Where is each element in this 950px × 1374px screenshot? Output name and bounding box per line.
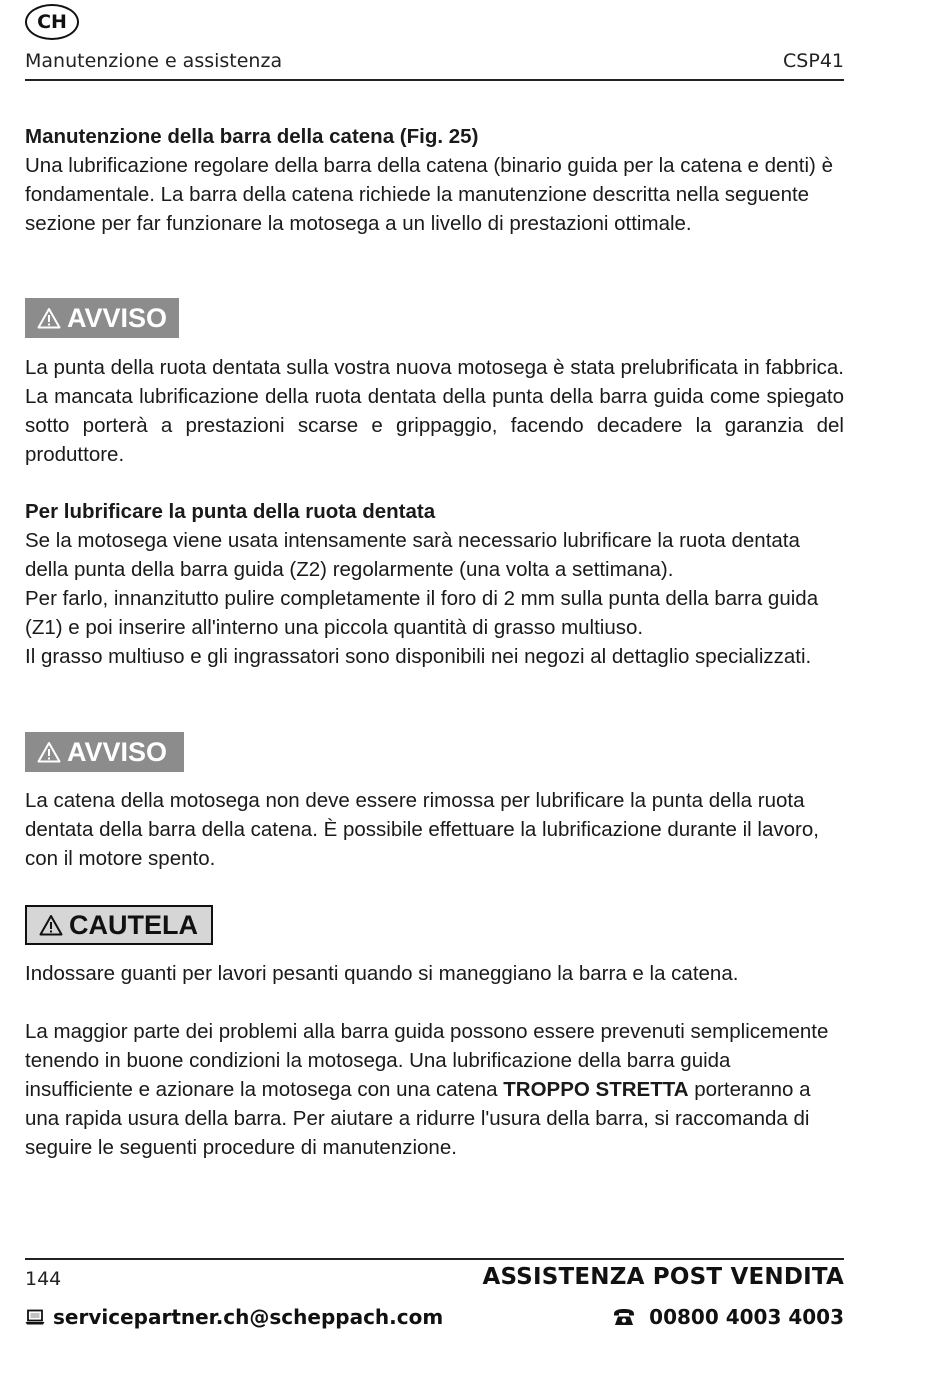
footer-email [25, 1305, 443, 1329]
service-title: ASSISTENZA POST VENDITA [482, 1264, 844, 1290]
closing-emphasis: TROPPO STRETTA [503, 1078, 689, 1101]
warning-triangle-icon [39, 914, 63, 936]
notice-avviso-2-text [25, 786, 844, 873]
notice-label: AVVISO [67, 302, 168, 333]
laptop-icon [25, 1309, 45, 1325]
closing-paragraph [25, 1017, 844, 1162]
phone-number[interactable]: 00800 4003 4003 [649, 1305, 844, 1329]
email-link[interactable]: servicepartner.ch@scheppach.com [53, 1305, 444, 1329]
notice-avviso-1 [25, 298, 179, 338]
notice-cautela-text [25, 959, 844, 988]
warning-triangle-icon [37, 741, 61, 763]
header-divider [25, 79, 844, 81]
notice-avviso-1-text [25, 353, 844, 469]
section-heading: Manutenzione della barra della catena (Fig. 25) [25, 125, 479, 148]
country-badge: CH [25, 4, 79, 40]
footer-phone [613, 1305, 844, 1329]
footer-divider [25, 1258, 844, 1260]
section-paragraph: Il grasso multiuso e gli ingrassatori sono disponibili nei negozi al dettaglio specializzati. [25, 645, 812, 668]
section-heading: Per lubrificare la punta della ruota dentata [25, 500, 436, 523]
section-paragraph: Se la motosega viene usata intensamente sarà necessario lubrificare la ruota dentata della punta della barra guida (Z2) regolarmente (una volta a settimana). [25, 529, 800, 581]
notice-cautela [25, 905, 213, 945]
page-number: 144 [25, 1268, 62, 1290]
header-model: CSP41 [783, 50, 844, 72]
header-title: Manutenzione e assistenza [25, 50, 283, 72]
section-tip-lubrication [25, 497, 844, 671]
notice-text: Indossare guanti per lavori pesanti quando si maneggiano la barra e la catena. [25, 962, 739, 985]
notice-avviso-2 [25, 732, 184, 772]
warning-triangle-icon [37, 307, 61, 329]
notice-text: La catena della motosega non deve essere rimossa per lubrificare la punta della ruota dentata della barra della catena. È possibile effettuare la lubrificazione durante il lavoro, con il motore spento. [25, 789, 819, 870]
section-paragraph: Una lubrificazione regolare della barra della catena (binario guida per la catena e denti) è fondamentale. La barra della catena richiede la manutenzione descritta nella seguente sezione per far funzionare la motosega a un livello di prestazioni ottimale. [25, 154, 833, 235]
telephone-icon [613, 1308, 635, 1326]
closing-text: porteranno a una rapida usura della barra. Per aiutare a ridurre l'usura della barra, si raccomanda di seguire le seguenti procedure di manutenzione. [25, 1078, 811, 1159]
section-paragraph: Per farlo, innanzitutto pulire completamente il foro di 2 mm sulla punta della barra guida (Z1) e poi inserire all'interno una piccola quantità di grasso multiuso. [25, 587, 819, 639]
notice-text: La punta della ruota dentata sulla vostra nuova motosega è stata prelubrificata in fabbrica. La mancata lubrificazione della ruota dentata della punta della barra guida come spiegato sotto porterà a prestazioni scarse e grippaggio, facendo decadere la garanzia del produttore. [25, 356, 844, 466]
notice-label: AVVISO [67, 736, 168, 767]
closing-text: La maggior parte dei problemi alla barra guida possono essere prevenuti semplicemente tenendo in buone condizioni la motosega. Una lubrificazione della barra guida insufficiente e azionare la motosega con una catena [25, 1020, 829, 1101]
notice-label: CAUTELA [69, 909, 198, 940]
section-bar-maintenance [25, 122, 844, 238]
